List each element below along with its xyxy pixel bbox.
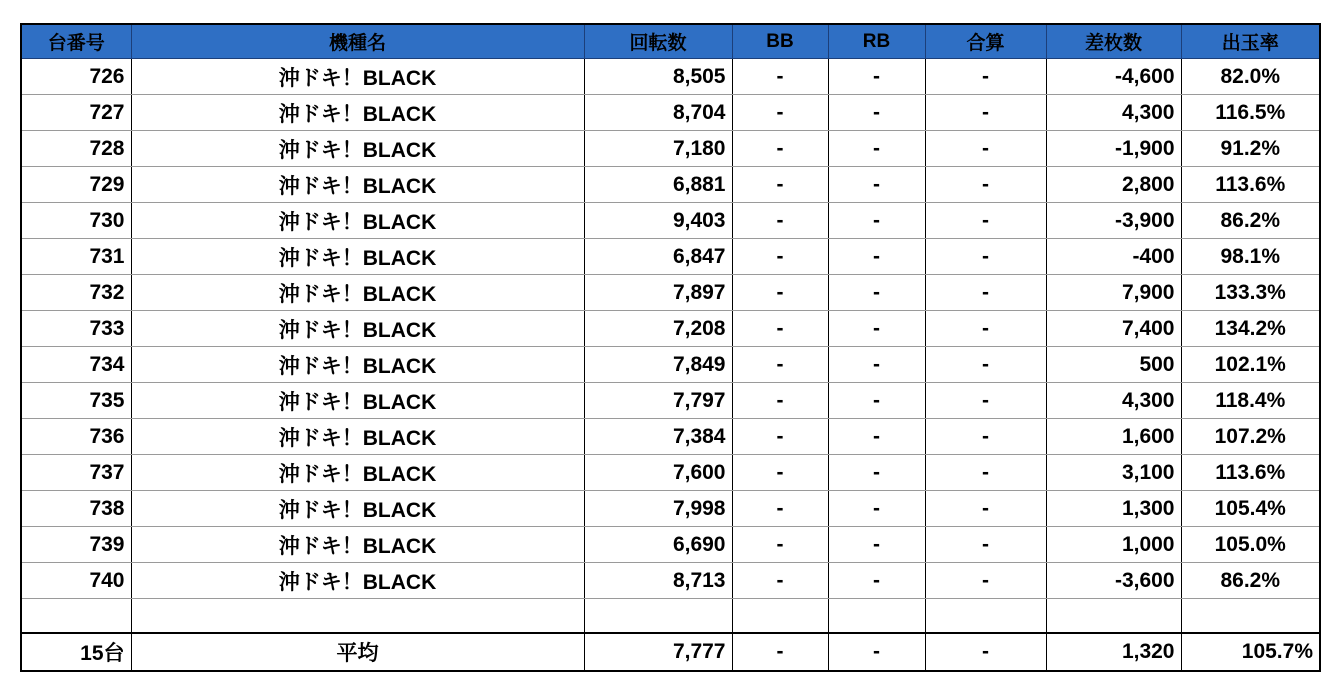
rb-cell: - bbox=[828, 419, 925, 455]
combined-cell: - bbox=[925, 563, 1046, 599]
payout-rate-cell: 82.0% bbox=[1181, 59, 1320, 95]
blank-cell bbox=[1046, 599, 1181, 634]
combined-cell: - bbox=[925, 455, 1046, 491]
summary-count: 15台 bbox=[21, 633, 131, 671]
combined-cell: - bbox=[925, 527, 1046, 563]
spins-cell: 7,384 bbox=[584, 419, 732, 455]
rb-cell: - bbox=[828, 527, 925, 563]
combined-cell: - bbox=[925, 95, 1046, 131]
rb-cell: - bbox=[828, 563, 925, 599]
combined-cell: - bbox=[925, 275, 1046, 311]
diff-cell: -400 bbox=[1046, 239, 1181, 275]
bb-cell: - bbox=[732, 131, 828, 167]
rb-cell: - bbox=[828, 131, 925, 167]
table-row bbox=[21, 455, 1320, 491]
rb-cell: - bbox=[828, 59, 925, 95]
table-body bbox=[21, 59, 1320, 599]
diff-cell: 4,300 bbox=[1046, 383, 1181, 419]
blank-row bbox=[21, 599, 1320, 634]
bb-cell: - bbox=[732, 59, 828, 95]
header-rb: RB bbox=[828, 24, 925, 59]
model-name-cell: 沖ドキ！BLACK bbox=[131, 131, 584, 167]
table-row bbox=[21, 347, 1320, 383]
model-name-cell: 沖ドキ！BLACK bbox=[131, 203, 584, 239]
summary-spins: 7,777 bbox=[584, 633, 732, 671]
rb-cell: - bbox=[828, 311, 925, 347]
table-row bbox=[21, 383, 1320, 419]
payout-rate-cell: 113.6% bbox=[1181, 167, 1320, 203]
diff-cell: 4,300 bbox=[1046, 95, 1181, 131]
bb-cell: - bbox=[732, 275, 828, 311]
payout-rate-cell: 105.0% bbox=[1181, 527, 1320, 563]
summary-label: 平均 bbox=[131, 633, 584, 671]
combined-cell: - bbox=[925, 383, 1046, 419]
summary-rb: - bbox=[828, 633, 925, 671]
blank-cell bbox=[925, 599, 1046, 634]
spins-cell: 6,690 bbox=[584, 527, 732, 563]
rb-cell: - bbox=[828, 383, 925, 419]
model-name-cell: 沖ドキ！BLACK bbox=[131, 95, 584, 131]
table-row bbox=[21, 203, 1320, 239]
diff-cell: 1,600 bbox=[1046, 419, 1181, 455]
rb-cell: - bbox=[828, 203, 925, 239]
bb-cell: - bbox=[732, 527, 828, 563]
table-row bbox=[21, 491, 1320, 527]
machine-number-cell: 739 bbox=[21, 527, 131, 563]
table-row bbox=[21, 275, 1320, 311]
payout-rate-cell: 133.3% bbox=[1181, 275, 1320, 311]
payout-rate-cell: 102.1% bbox=[1181, 347, 1320, 383]
diff-cell: 1,300 bbox=[1046, 491, 1181, 527]
header-machine-number: 台番号 bbox=[21, 24, 131, 59]
bb-cell: - bbox=[732, 347, 828, 383]
combined-cell: - bbox=[925, 167, 1046, 203]
model-name-cell: 沖ドキ！BLACK bbox=[131, 527, 584, 563]
model-name-cell: 沖ドキ！BLACK bbox=[131, 383, 584, 419]
spins-cell: 7,180 bbox=[584, 131, 732, 167]
spins-cell: 8,704 bbox=[584, 95, 732, 131]
bb-cell: - bbox=[732, 95, 828, 131]
diff-cell: -3,600 bbox=[1046, 563, 1181, 599]
machine-number-cell: 735 bbox=[21, 383, 131, 419]
bb-cell: - bbox=[732, 455, 828, 491]
model-name-cell: 沖ドキ！BLACK bbox=[131, 563, 584, 599]
table-row bbox=[21, 527, 1320, 563]
header-combined: 合算 bbox=[925, 24, 1046, 59]
model-name-cell: 沖ドキ！BLACK bbox=[131, 311, 584, 347]
bb-cell: - bbox=[732, 383, 828, 419]
rb-cell: - bbox=[828, 95, 925, 131]
payout-rate-cell: 86.2% bbox=[1181, 203, 1320, 239]
payout-rate-cell: 107.2% bbox=[1181, 419, 1320, 455]
diff-cell: 2,800 bbox=[1046, 167, 1181, 203]
combined-cell: - bbox=[925, 347, 1046, 383]
spins-cell: 6,847 bbox=[584, 239, 732, 275]
combined-cell: - bbox=[925, 311, 1046, 347]
table-row bbox=[21, 239, 1320, 275]
diff-cell: 3,100 bbox=[1046, 455, 1181, 491]
summary-payout-rate: 105.7% bbox=[1181, 633, 1320, 671]
blank-cell bbox=[732, 599, 828, 634]
diff-cell: 7,400 bbox=[1046, 311, 1181, 347]
summary-row bbox=[21, 633, 1320, 671]
diff-cell: -3,900 bbox=[1046, 203, 1181, 239]
blank-cell bbox=[1181, 599, 1320, 634]
rb-cell: - bbox=[828, 455, 925, 491]
model-name-cell: 沖ドキ！BLACK bbox=[131, 347, 584, 383]
rb-cell: - bbox=[828, 239, 925, 275]
diff-cell: -1,900 bbox=[1046, 131, 1181, 167]
bb-cell: - bbox=[732, 239, 828, 275]
rb-cell: - bbox=[828, 167, 925, 203]
bb-cell: - bbox=[732, 419, 828, 455]
header-payout-rate: 出玉率 bbox=[1181, 24, 1320, 59]
diff-cell: 500 bbox=[1046, 347, 1181, 383]
machine-number-cell: 729 bbox=[21, 167, 131, 203]
machine-number-cell: 733 bbox=[21, 311, 131, 347]
machine-number-cell: 728 bbox=[21, 131, 131, 167]
model-name-cell: 沖ドキ！BLACK bbox=[131, 167, 584, 203]
table-row bbox=[21, 419, 1320, 455]
payout-rate-cell: 105.4% bbox=[1181, 491, 1320, 527]
summary-diff: 1,320 bbox=[1046, 633, 1181, 671]
header-diff: 差枚数 bbox=[1046, 24, 1181, 59]
spins-cell: 9,403 bbox=[584, 203, 732, 239]
payout-rate-cell: 91.2% bbox=[1181, 131, 1320, 167]
machine-number-cell: 737 bbox=[21, 455, 131, 491]
spins-cell: 7,998 bbox=[584, 491, 732, 527]
bb-cell: - bbox=[732, 167, 828, 203]
header-spins: 回転数 bbox=[584, 24, 732, 59]
machine-number-cell: 734 bbox=[21, 347, 131, 383]
header-row bbox=[21, 24, 1320, 59]
combined-cell: - bbox=[925, 239, 1046, 275]
model-name-cell: 沖ドキ！BLACK bbox=[131, 239, 584, 275]
machine-number-cell: 727 bbox=[21, 95, 131, 131]
model-name-cell: 沖ドキ！BLACK bbox=[131, 491, 584, 527]
machine-number-cell: 740 bbox=[21, 563, 131, 599]
blank-cell bbox=[131, 599, 584, 634]
table-row bbox=[21, 563, 1320, 599]
spins-cell: 7,208 bbox=[584, 311, 732, 347]
machine-number-cell: 731 bbox=[21, 239, 131, 275]
spins-cell: 7,897 bbox=[584, 275, 732, 311]
machine-number-cell: 736 bbox=[21, 419, 131, 455]
machine-number-cell: 730 bbox=[21, 203, 131, 239]
summary-bb: - bbox=[732, 633, 828, 671]
bb-cell: - bbox=[732, 563, 828, 599]
payout-rate-cell: 134.2% bbox=[1181, 311, 1320, 347]
table-row bbox=[21, 131, 1320, 167]
summary-combined: - bbox=[925, 633, 1046, 671]
diff-cell: 7,900 bbox=[1046, 275, 1181, 311]
header-model-name: 機種名 bbox=[131, 24, 584, 59]
spins-cell: 7,797 bbox=[584, 383, 732, 419]
model-name-cell: 沖ドキ！BLACK bbox=[131, 275, 584, 311]
machine-number-cell: 738 bbox=[21, 491, 131, 527]
diff-cell: -4,600 bbox=[1046, 59, 1181, 95]
table-row bbox=[21, 167, 1320, 203]
slot-data-table bbox=[20, 23, 1321, 672]
spins-cell: 6,881 bbox=[584, 167, 732, 203]
bb-cell: - bbox=[732, 203, 828, 239]
machine-number-cell: 732 bbox=[21, 275, 131, 311]
combined-cell: - bbox=[925, 419, 1046, 455]
diff-cell: 1,000 bbox=[1046, 527, 1181, 563]
table-row bbox=[21, 95, 1320, 131]
header-bb: BB bbox=[732, 24, 828, 59]
rb-cell: - bbox=[828, 491, 925, 527]
model-name-cell: 沖ドキ！BLACK bbox=[131, 59, 584, 95]
spins-cell: 7,600 bbox=[584, 455, 732, 491]
bb-cell: - bbox=[732, 311, 828, 347]
spins-cell: 7,849 bbox=[584, 347, 732, 383]
payout-rate-cell: 116.5% bbox=[1181, 95, 1320, 131]
bb-cell: - bbox=[732, 491, 828, 527]
table-row bbox=[21, 59, 1320, 95]
combined-cell: - bbox=[925, 131, 1046, 167]
model-name-cell: 沖ドキ！BLACK bbox=[131, 419, 584, 455]
combined-cell: - bbox=[925, 59, 1046, 95]
blank-cell bbox=[21, 599, 131, 634]
model-name-cell: 沖ドキ！BLACK bbox=[131, 455, 584, 491]
payout-rate-cell: 98.1% bbox=[1181, 239, 1320, 275]
rb-cell: - bbox=[828, 275, 925, 311]
spins-cell: 8,505 bbox=[584, 59, 732, 95]
machine-number-cell: 726 bbox=[21, 59, 131, 95]
payout-rate-cell: 86.2% bbox=[1181, 563, 1320, 599]
spins-cell: 8,713 bbox=[584, 563, 732, 599]
blank-cell bbox=[584, 599, 732, 634]
table-row bbox=[21, 311, 1320, 347]
combined-cell: - bbox=[925, 203, 1046, 239]
payout-rate-cell: 113.6% bbox=[1181, 455, 1320, 491]
blank-cell bbox=[828, 599, 925, 634]
combined-cell: - bbox=[925, 491, 1046, 527]
rb-cell: - bbox=[828, 347, 925, 383]
payout-rate-cell: 118.4% bbox=[1181, 383, 1320, 419]
